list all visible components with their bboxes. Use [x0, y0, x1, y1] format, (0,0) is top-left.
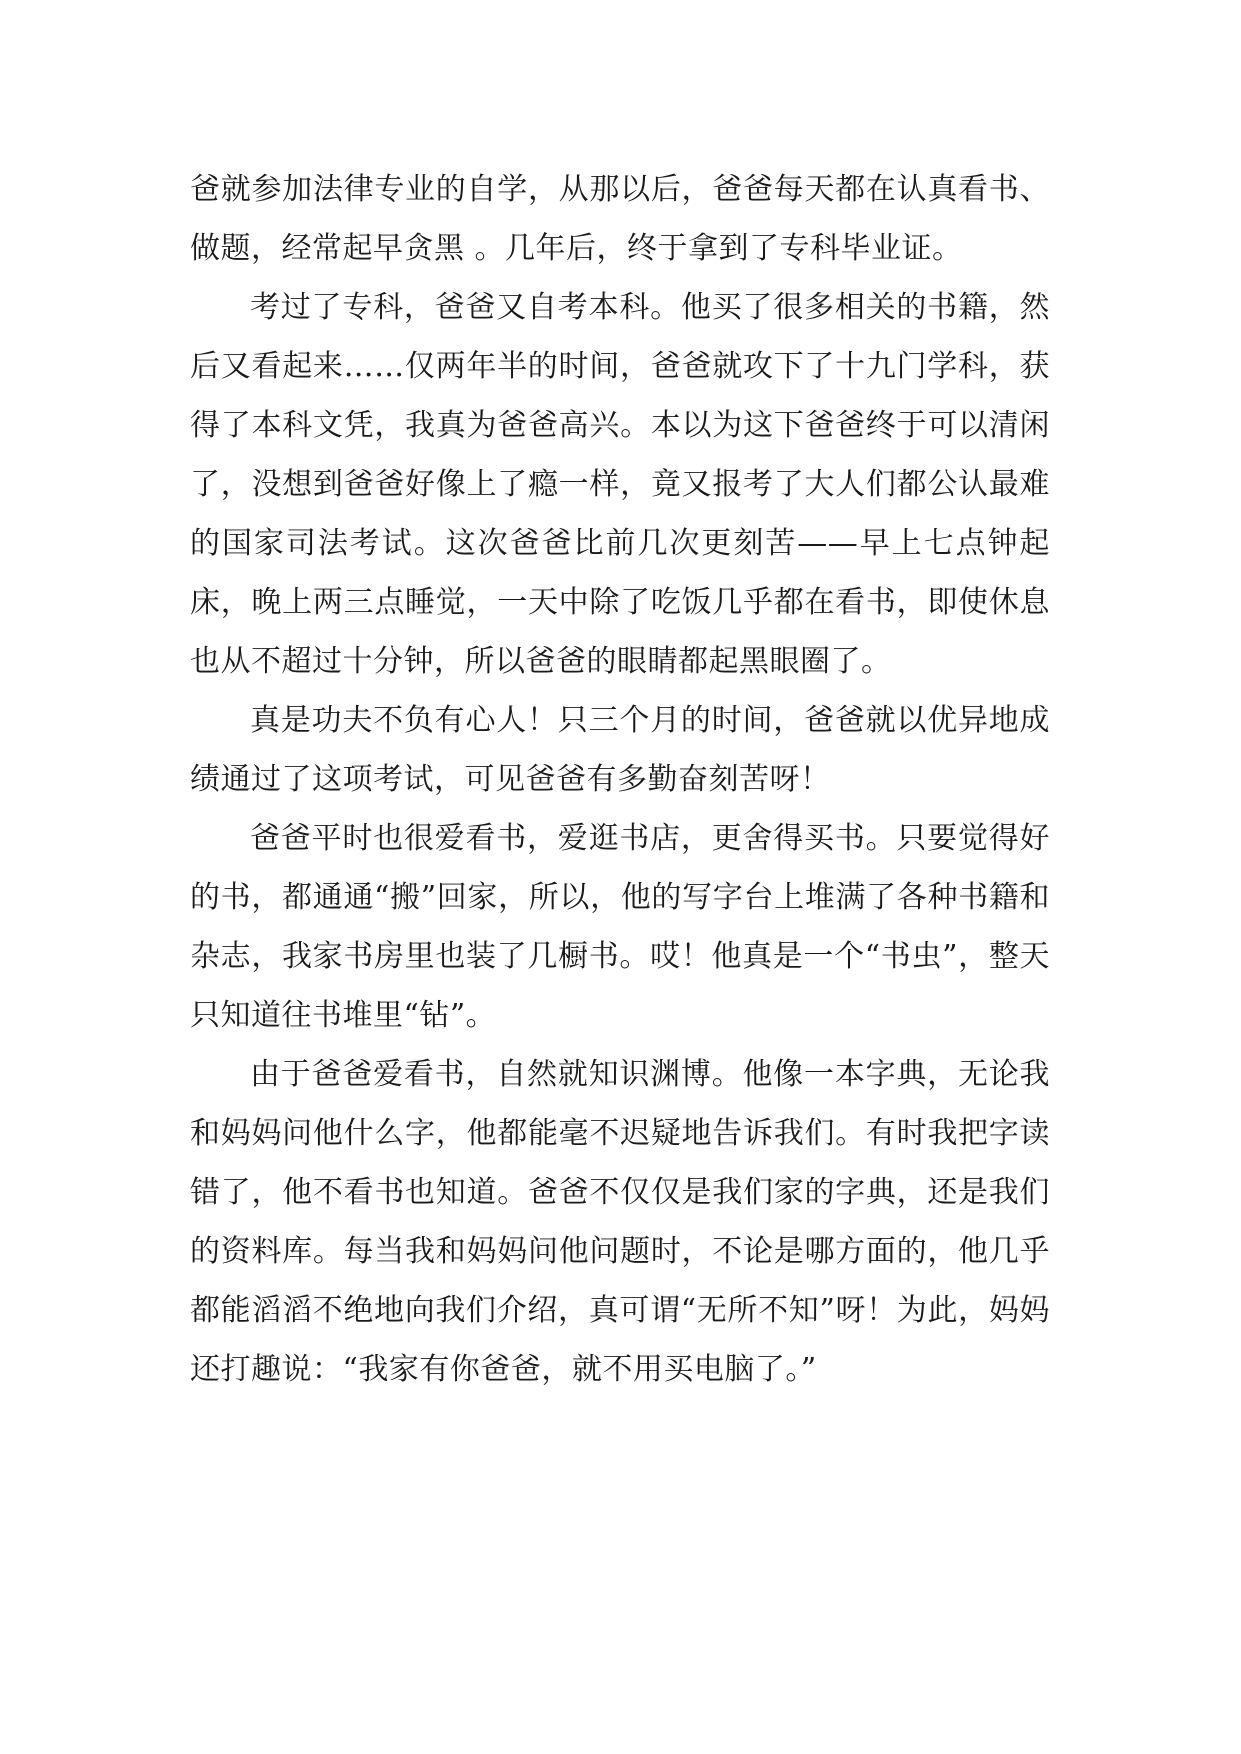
document-body [190, 160, 1050, 1399]
paragraph-5: 由于爸爸爱看书，自然就知识渊博。他像一本字典，无论我和妈妈问他什么字，他都能毫不迟疑地告诉我们。有时我把字读错了，他不看书也知道。爸爸不仅仅是我们家的字典，还是我们的资料库。每当我和妈妈问他问题时，不论是哪方面的，他几乎都能滔滔不绝地向我们介绍，真可谓“无所不知”呀！为此，妈妈还打趣说：“我家有你爸爸，就不用买电脑了。” [190, 1057, 1050, 1387]
paragraph-2: 考过了专科，爸爸又自考本科。他买了很多相关的书籍，然后又看起来……仅两年半的时间，爸爸就攻下了十九门学科，获得了本科文凭，我真为爸爸高兴。本以为这下爸爸终于可以清闲了，没想到爸爸好像上了瘾一样，竟又报考了大人们都公认最难的国家司法考试。这次爸爸比前几次更刻苦——早上七点钟起床，晚上两三点睡觉，一天中除了吃饭几乎都在看书，即使休息也从不超过十分钟，所以爸爸的眼睛都起黑眼圈了。 [190, 290, 1050, 679]
paragraph-1: 爸就参加法律专业的自学，从那以后，爸爸每天都在认真看书、做题，经常起早贪黑 。几年后，终于拿到了专科毕业证。 [190, 172, 1050, 266]
paragraph-3: 真是功夫不负有心人！只三个月的时间，爸爸就以优异地成绩通过了这项考试，可见爸爸有多勤奋刻苦呀！ [190, 703, 1050, 797]
paragraph-4: 爸爸平时也很爱看书，爱逛书店，更舍得买书。只要觉得好的书，都通通“搬”回家，所以，他的写字台上堆满了各种书籍和杂志，我家书房里也装了几橱书。哎！他真是一个“书虫”，整天只知道往书堆里“钻”。 [190, 821, 1050, 1033]
